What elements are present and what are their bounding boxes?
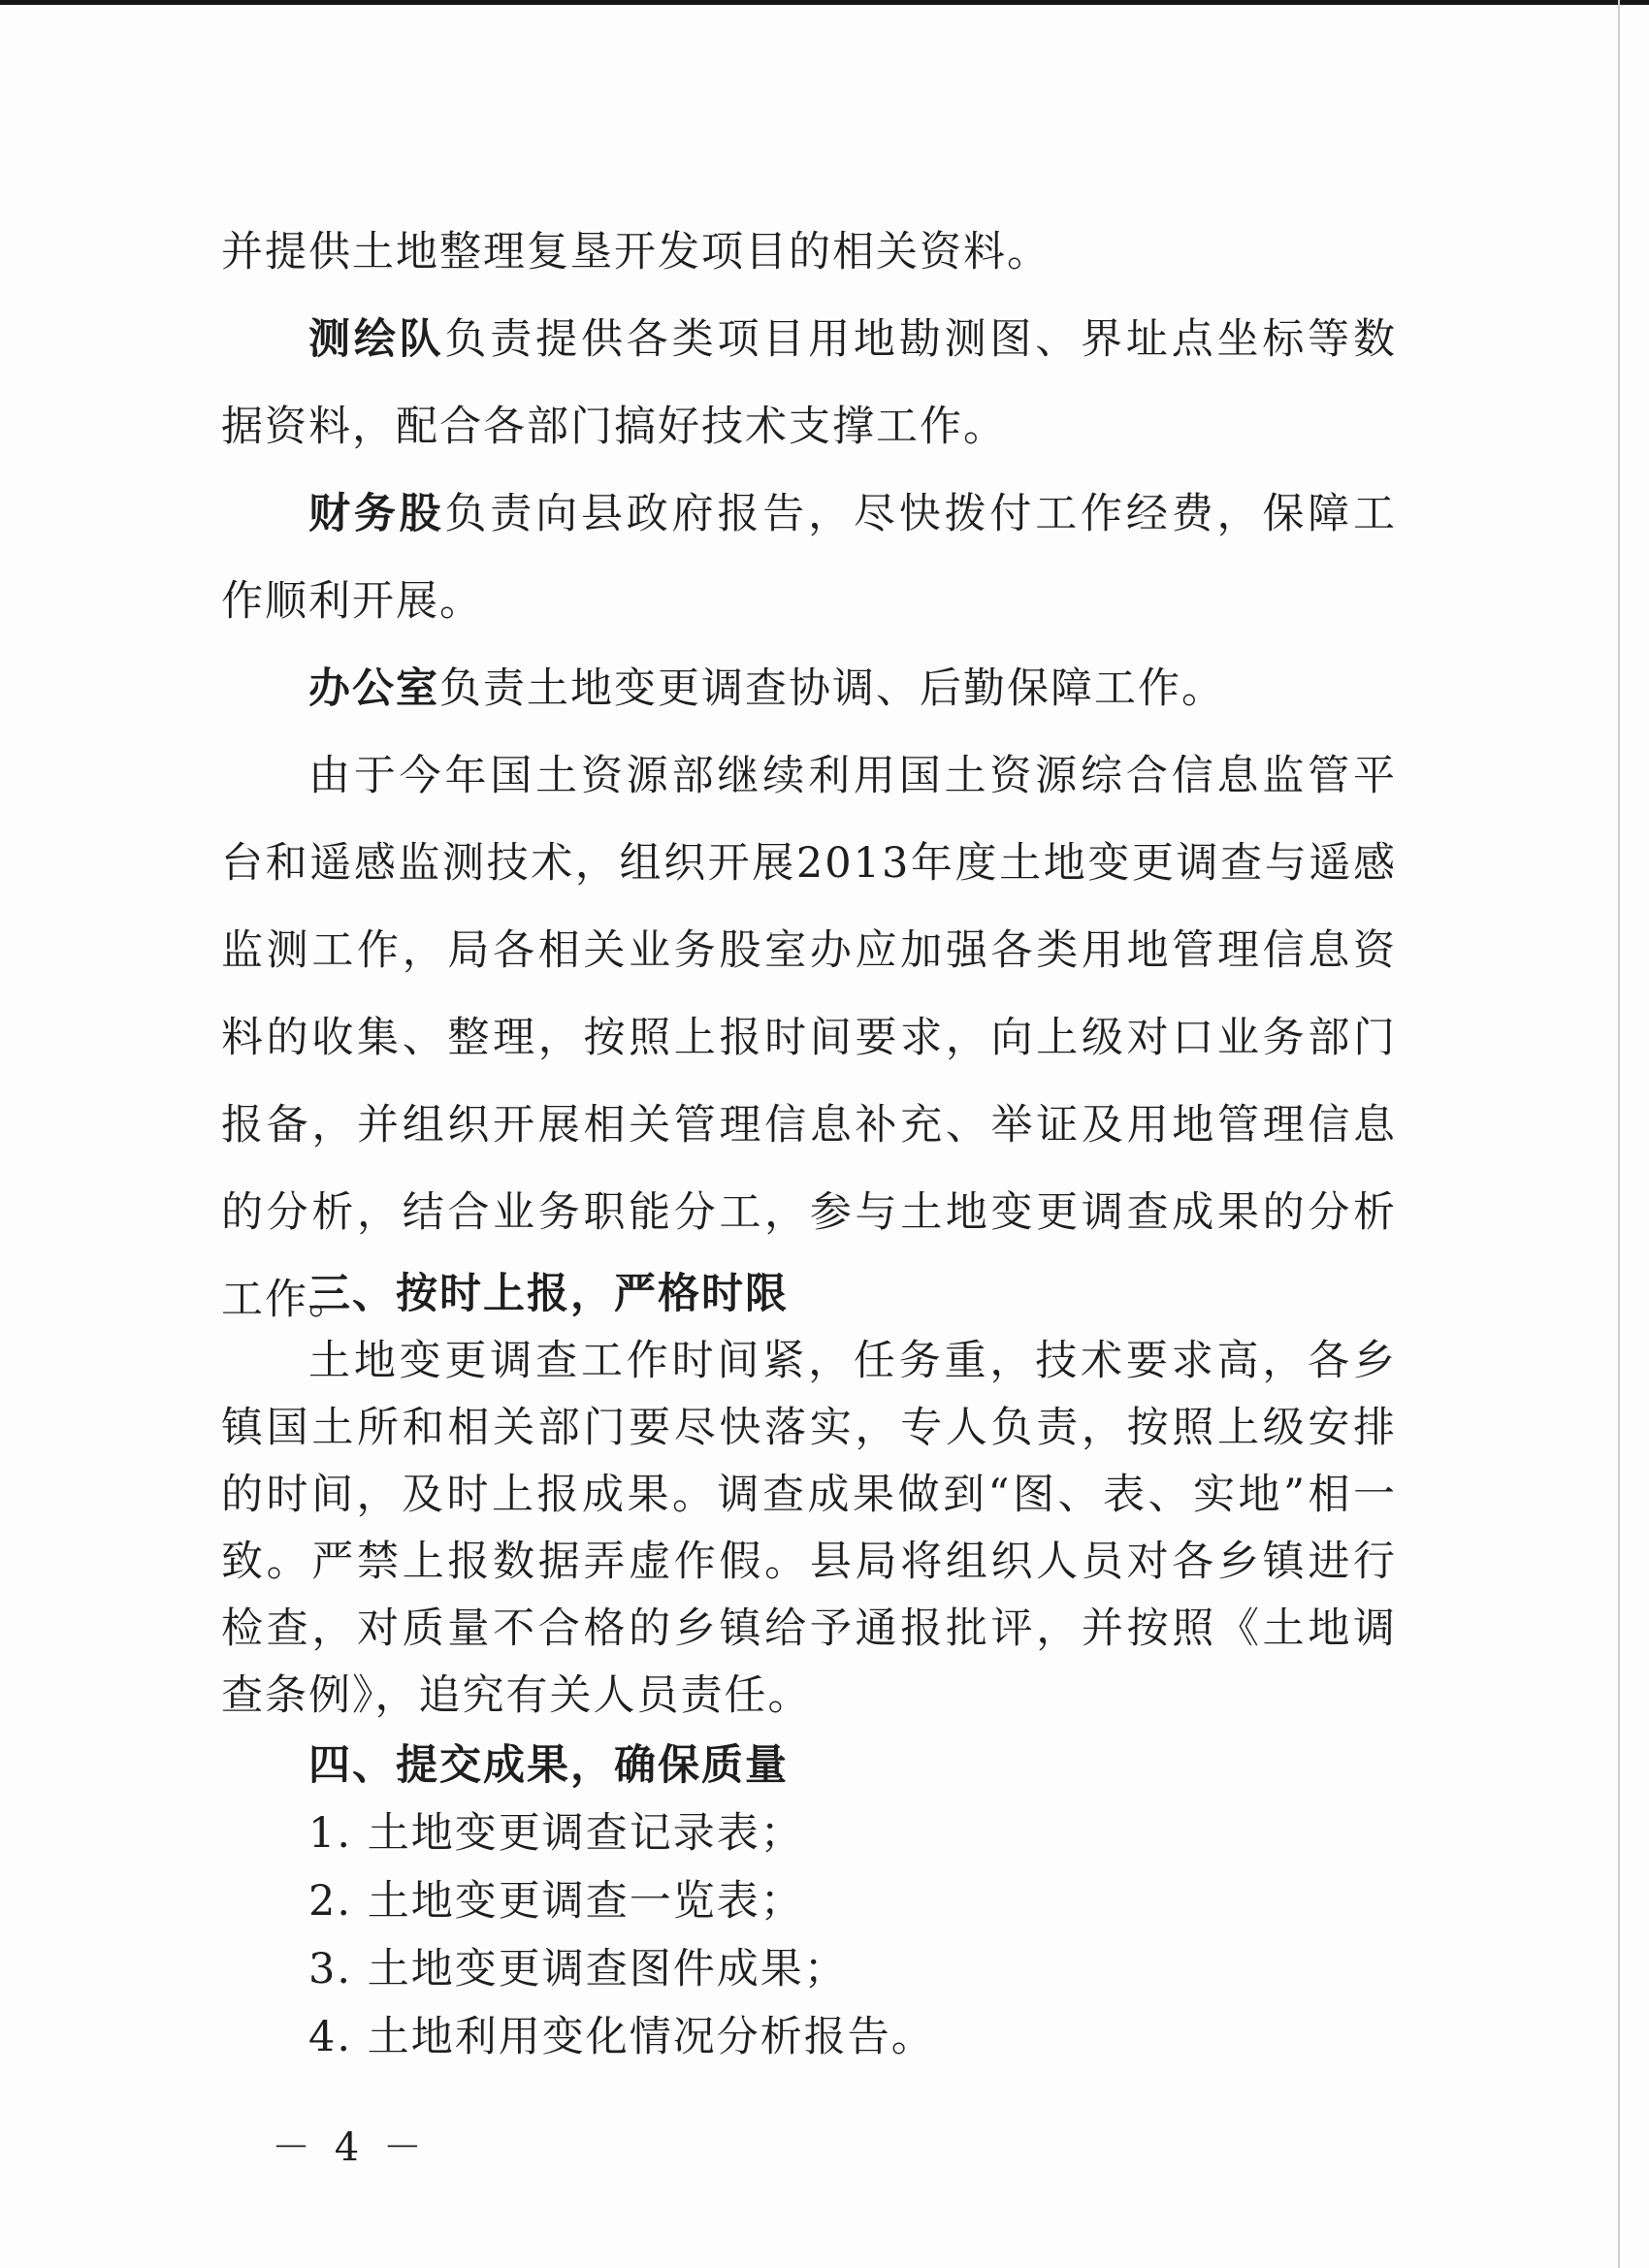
section-3 bbox=[221, 1261, 1397, 1730]
scan-right-edge bbox=[1618, 0, 1620, 2268]
list-item: 2. 土地变更调查一览表； bbox=[308, 1877, 804, 1926]
paragraph-text: 负责向县政府报告，尽快拨付工作经费，保障工作顺利开展。 bbox=[221, 490, 1398, 626]
list-item: 4. 土地利用变化情况分析报告。 bbox=[308, 2013, 935, 2061]
text-block-1 bbox=[221, 209, 1397, 1344]
paragraph-text: 并提供土地整理复垦开发项目的相关资料。 bbox=[221, 228, 1051, 276]
paragraph-text: 负责提供各类项目用地勘测图、界址点坐标等数据资料，配合各部门搞好技术支撑工作。 bbox=[221, 315, 1398, 451]
paragraph-text: 负责土地变更调查协调、后勤保障工作。 bbox=[439, 664, 1225, 713]
section-3-heading: 三、按时上报，严格时限 bbox=[308, 1270, 789, 1318]
paragraph-continuation bbox=[221, 209, 1397, 296]
department-name: 测绘队 bbox=[308, 315, 445, 364]
paragraph-monitoring bbox=[221, 732, 1397, 1344]
scan-top-edge bbox=[0, 0, 1649, 5]
list-item: 1. 土地变更调查记录表； bbox=[308, 1809, 804, 1858]
paragraph-text: 由于今年国土资源部继续利用国土资源综合信息监管平台和遥感监测技术，组织开展2013年度土地变更调查与遥感监测工作，局各相关业务股室办应加强各类用地管理信息资料的收集、整理，按照上报时间要求，向上级对口业务部门报备，并组织开展相关管理信息补充、举证及用地管理信息的分析，结合业务职能分工，参与土地变更调查成果的分析工作。 bbox=[221, 752, 1397, 1324]
paragraph-finance bbox=[221, 470, 1397, 645]
paragraph-surveying-team bbox=[221, 296, 1397, 470]
list-item: 3. 土地变更调查图件成果； bbox=[308, 1945, 848, 1993]
page-number: － 4 － bbox=[272, 2125, 428, 2170]
department-name: 办公室 bbox=[308, 664, 439, 713]
section-3-body: 土地变更调查工作时间紧，任务重，技术要求高，各乡镇国土所和相关部门要尽快落实，专人负责，按照上级安排的时间，及时上报成果。调查成果做到“图、表、实地”相一致。严禁上报数据弄虚作假。县局将组织人员对各乡镇进行检查，对质量不合格的乡镇给予通报批评，并按照《土地调查条例》，追究有关人员责任。 bbox=[221, 1337, 1397, 1720]
department-name: 财务股 bbox=[308, 490, 445, 538]
paragraph-office bbox=[221, 645, 1397, 732]
section-4 bbox=[221, 1733, 1397, 2071]
section-4-heading: 四、提交成果，确保质量 bbox=[308, 1741, 789, 1790]
